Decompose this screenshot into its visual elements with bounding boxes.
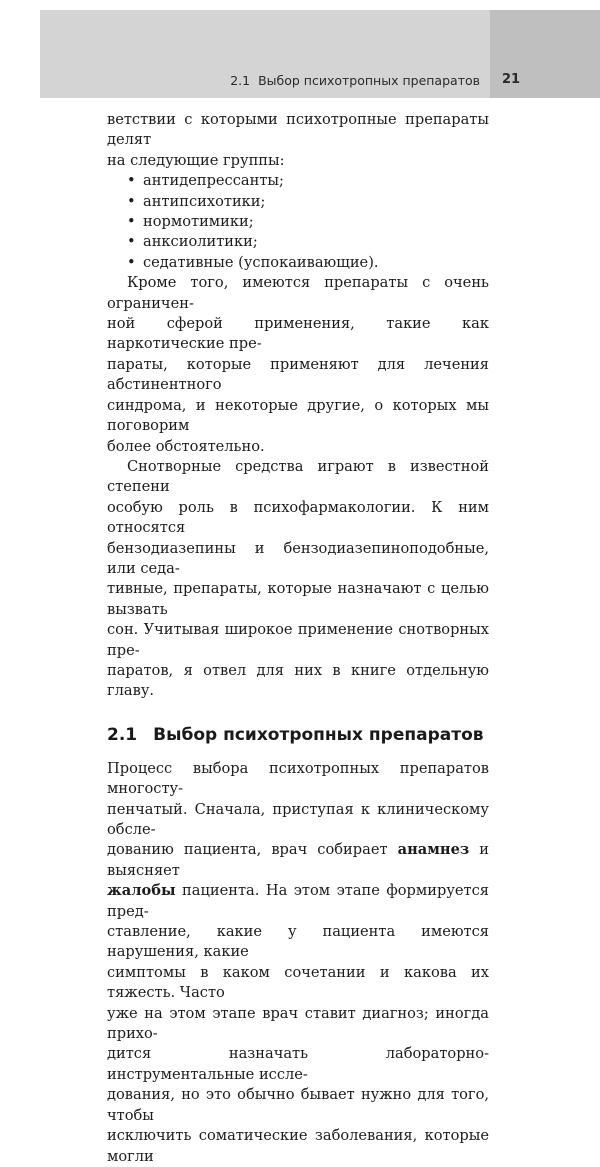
- intro-paragraph: [107, 110, 489, 171]
- list-item: • антипсихотики;: [127, 192, 489, 212]
- text-line: пенчатый. Сначала, приступая к клиническому обсле-: [107, 800, 489, 838]
- text-line: сон. Учитывая широкое применение снотворных пре-: [107, 621, 489, 659]
- text-line: дится назначать лабораторно-инструментальные иссле-: [107, 1045, 489, 1083]
- term-anamnesis: анамнез: [397, 841, 470, 859]
- text-line: исключить соматические заболевания, которые могли: [107, 1127, 489, 1165]
- list-item: • нормотимики;: [127, 212, 489, 232]
- list-item: • антидепрессанты;: [127, 171, 489, 191]
- text-line: тивные, препараты, которые назначают с целью вызвать: [107, 580, 489, 618]
- text-line: Кроме того, имеются препараты с очень ограничен-: [107, 274, 489, 312]
- section-heading: [107, 724, 489, 746]
- text-line: ветствии с которыми психотропные препараты делят: [107, 111, 489, 149]
- drug-groups-list: [107, 171, 489, 273]
- text-line: [107, 840, 489, 881]
- text-line: более обстоятельно.: [107, 437, 265, 455]
- text-line: паратов, я отвел для них в книге отдельную главу.: [107, 661, 489, 700]
- text-line: ной сферой применения, такие как наркотические пре-: [107, 315, 489, 353]
- running-header-section-number: 2.1: [230, 73, 251, 88]
- text-run: дованию пациента, врач собирает: [107, 841, 398, 859]
- text-line: Снотворные средства играют в известной степени: [107, 457, 489, 496]
- list-item: • анксиолитики;: [127, 232, 489, 252]
- text-line: бензодиазепины и бензодиазепиноподобные, или седа-: [107, 539, 489, 577]
- section-number: 2.1: [107, 724, 138, 745]
- text-line: параты, которые применяют для лечения абстинентного: [107, 355, 489, 394]
- text-line: уже на этом этапе врач ставит диагноз; иногда прихо-: [107, 1004, 489, 1043]
- list-item: • седативные (успокаивающие).: [127, 253, 489, 273]
- section-paragraph: [107, 759, 489, 1167]
- text-line: ставление, какие у пациента имеются нарушения, какие: [107, 923, 489, 961]
- running-header-title: Выбор психотропных препаратов: [258, 73, 480, 88]
- text-line: синдрома, и некоторые другие, о которых мы поговорим: [107, 396, 489, 435]
- term-complaints: жалобы: [107, 882, 176, 900]
- text-line: Процесс выбора психотропных препаратов многосту-: [107, 759, 489, 798]
- text-line: на следующие группы:: [107, 151, 285, 169]
- page-body: [107, 110, 489, 1167]
- text-line: дования, но это обычно бывает нужно для того, чтобы: [107, 1086, 489, 1124]
- paragraph-other-drugs: [107, 273, 489, 457]
- text-run: и выясняет: [107, 841, 489, 879]
- section-title: Выбор психотропных препаратов: [153, 724, 484, 745]
- running-header: [230, 73, 480, 88]
- text-run: пациента. На этом этапе формируется пред-: [107, 882, 489, 920]
- text-line: особую роль в психофармакологии. К ним относятся: [107, 498, 489, 537]
- text-line: [107, 881, 489, 922]
- paragraph-sleeping-pills: [107, 457, 489, 702]
- page-number: 21: [501, 72, 521, 87]
- text-line: симптомы в каком сочетании и какова их тяжесть. Часто: [107, 963, 489, 1002]
